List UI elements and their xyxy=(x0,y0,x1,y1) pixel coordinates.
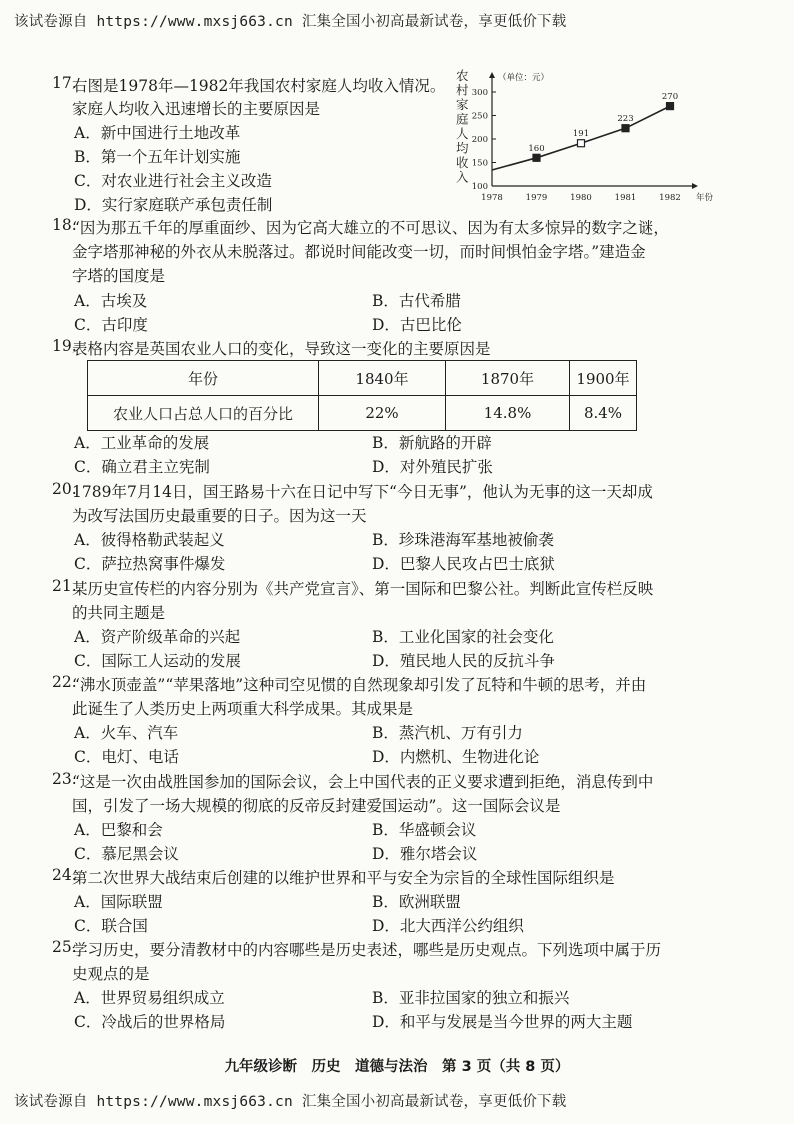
option-c[interactable]: C．对农业进行社会主义改造 xyxy=(74,172,272,190)
question-text-line: 右图是1978年—1982年我国农村家庭人均收入情况。 xyxy=(72,77,446,95)
question-text-line: 学习历史，要分清教材中的内容哪些是历史表述，哪些是历史观点。下列选项中属于历 xyxy=(72,941,662,959)
data-point xyxy=(533,154,540,161)
question-number: 25. xyxy=(52,938,77,956)
table-header-cell: 1870年 xyxy=(446,361,570,396)
option-a[interactable]: A．巴黎和会 xyxy=(74,821,163,839)
question-text-line: 某历史宣传栏的内容分别为《共产党宣言》、第一国际和巴黎公社。判断此宣传栏反映 xyxy=(72,580,654,598)
data-point xyxy=(622,125,629,132)
question-text-line: 此诞生了人类历史上两项重大科学成果。其成果是 xyxy=(72,700,414,718)
option-a[interactable]: A．世界贸易组织成立 xyxy=(74,989,225,1007)
x-tick-label: 1982 xyxy=(659,193,681,203)
data-label: 270 xyxy=(661,92,679,103)
option-c[interactable]: C．古印度 xyxy=(74,316,148,334)
question-text-line: 国，引发了一场大规模的彻底的反帝反封建爱国运动”。这一国际会议是 xyxy=(72,797,561,815)
option-d[interactable]: D．实行家庭联产承包责任制 xyxy=(74,196,273,214)
option-b[interactable]: B．第一个五年计划实施 xyxy=(74,148,241,166)
option-a[interactable]: A．新中国进行土地改革 xyxy=(74,124,241,142)
option-b[interactable]: B．欧洲联盟 xyxy=(372,893,461,911)
banner-prefix: 该试卷源自 xyxy=(14,14,88,30)
option-c[interactable]: C．慕尼黑会议 xyxy=(74,845,179,863)
option-b[interactable]: B．新航路的开辟 xyxy=(372,434,492,452)
y-axis-label-char: 农 xyxy=(456,68,469,83)
option-c[interactable]: C．冷战后的世界格局 xyxy=(74,1013,226,1031)
data-label: 160 xyxy=(528,143,545,154)
option-c[interactable]: C．联合国 xyxy=(74,917,148,935)
option-d[interactable]: D．北大西洋公约组织 xyxy=(372,917,524,935)
question-number: 24. xyxy=(52,866,77,884)
table-cell: 22% xyxy=(319,396,446,431)
option-d[interactable]: D．古巴比伦 xyxy=(372,316,462,334)
chart-title: （单位：元） xyxy=(498,73,550,83)
table-header-row xyxy=(88,361,637,396)
banner-url[interactable]: https://www.mxsj663.cn xyxy=(96,14,293,30)
x-tick-label: 1979 xyxy=(525,193,548,203)
option-d[interactable]: D．巴黎人民攻占巴士底狱 xyxy=(372,555,555,573)
table-row xyxy=(88,396,637,431)
table-header-cell: 1840年 xyxy=(319,361,446,396)
option-a[interactable]: A．工业革命的发展 xyxy=(74,434,210,452)
option-a[interactable]: A．资产阶级革命的兴起 xyxy=(74,628,241,646)
option-d[interactable]: D．殖民地人民的反抗斗争 xyxy=(372,652,555,670)
option-a[interactable]: A．彼得格勒武装起义 xyxy=(74,531,225,549)
y-axis-arrow xyxy=(489,72,495,78)
page-footer: 九年级诊断 历史 道德与法治 第 3 页（共 8 页） xyxy=(224,1059,570,1075)
table-header-cell: 年份 xyxy=(88,361,319,396)
y-axis-label-char: 人 xyxy=(456,126,469,141)
y-axis-label-char: 村 xyxy=(456,82,469,98)
question-number: 17. xyxy=(52,74,77,92)
question-text-line: 表格内容是英国农业人口的变化，导致这一变化的主要原因是 xyxy=(72,340,491,358)
table-cell: 14.8% xyxy=(446,396,570,431)
question-text-line: 金字塔那神秘的外衣从未脱落过。都说时间能改变一切，而时间惧怕金字塔。”建造金 xyxy=(72,243,646,261)
data-point xyxy=(667,103,674,110)
banner-url[interactable]: https://www.mxsj663.cn xyxy=(96,1094,293,1110)
option-a[interactable]: A．火车、汽车 xyxy=(74,724,179,742)
option-b[interactable]: B．亚非拉国家的独立和振兴 xyxy=(372,989,570,1007)
y-axis-label-char: 入 xyxy=(456,169,469,185)
y-tick-label: 150 xyxy=(471,158,488,169)
y-axis-label-char: 均 xyxy=(456,140,469,156)
banner-suffix: 汇集全国小初高最新试卷，享更低价下载 xyxy=(301,1094,567,1110)
y-axis-label-char: 庭 xyxy=(456,111,469,127)
option-b[interactable]: B．华盛顿会议 xyxy=(372,821,477,839)
y-axis-label-char: 家 xyxy=(456,97,469,112)
option-b[interactable]: B．古代希腊 xyxy=(372,292,461,310)
source-banner-top xyxy=(14,10,566,31)
question-number: 22. xyxy=(52,673,77,691)
data-point xyxy=(578,140,585,147)
table-cell: 农业人口占总人口的百分比 xyxy=(88,396,319,431)
banner-suffix: 汇集全国小初高最新试卷，享更低价下载 xyxy=(301,14,567,30)
x-tick-label: 1980 xyxy=(570,193,592,203)
question-number: 18. xyxy=(52,216,77,234)
option-d[interactable]: D．内燃机、生物进化论 xyxy=(372,748,540,766)
question-text-line: 为改写法国历史最重要的日子。因为这一天 xyxy=(72,507,367,525)
option-b[interactable]: B．蒸汽机、万有引力 xyxy=(372,724,523,742)
question-text-line: 的共同主题是 xyxy=(72,604,166,622)
option-d[interactable]: D．雅尔塔会议 xyxy=(372,845,478,863)
y-tick-label: 300 xyxy=(471,88,488,98)
question-text-line: “沸水顶壶盖”“苹果落地”这种司空见惯的自然现象却引发了瓦特和牛顿的思考，并由 xyxy=(72,676,647,694)
option-b[interactable]: B．工业化国家的社会变化 xyxy=(372,628,554,646)
option-c[interactable]: C．确立君主立宪制 xyxy=(74,458,210,476)
data-label: 191 xyxy=(572,129,590,140)
y-tick-label: 250 xyxy=(471,111,488,122)
x-axis-label: 年份 xyxy=(696,193,714,203)
option-a[interactable]: A．国际联盟 xyxy=(74,893,163,911)
source-banner-bottom xyxy=(14,1090,566,1111)
y-tick-label: 100 xyxy=(471,182,488,192)
question-text-line: 第二次世界大战结束后创建的以维护世界和平与安全为宗旨的全球性国际组织是 xyxy=(72,869,615,887)
table-header-cell: 1900年 xyxy=(570,361,637,396)
question-number: 20. xyxy=(52,480,77,498)
banner-prefix: 该试卷源自 xyxy=(14,1094,88,1110)
question-number: 23. xyxy=(52,770,77,788)
option-c[interactable]: C．国际工人运动的发展 xyxy=(74,652,241,670)
option-b[interactable]: B．珍珠港海军基地被偷袭 xyxy=(372,531,554,549)
question-text-line: “因为那五千年的厚重面纱、因为它高大雄立的不可思议、因为有太多惊异的数字之谜， xyxy=(72,219,669,237)
x-tick-label: 1981 xyxy=(614,193,637,203)
option-a[interactable]: A．古埃及 xyxy=(74,292,148,310)
y-tick-label: 200 xyxy=(471,135,488,145)
question-text-line: 家庭人均收入迅速增长的主要原因是 xyxy=(72,100,321,118)
question-text-line: “这是一次由战胜国参加的国际会议，会上中国代表的正义要求遭到拒绝，消息传到中 xyxy=(72,773,654,791)
option-d[interactable]: D．对外殖民扩张 xyxy=(372,458,493,476)
question-text-line: 史观点的是 xyxy=(72,965,150,983)
agri-population-table xyxy=(87,360,637,431)
x-axis-arrow xyxy=(692,183,698,189)
x-tick-label: 1978 xyxy=(481,193,503,203)
table-cell: 8.4% xyxy=(570,396,637,431)
option-c[interactable]: C．萨拉热窝事件爆发 xyxy=(74,555,226,573)
option-d[interactable]: D．和平与发展是当今世界的两大主题 xyxy=(372,1013,633,1031)
y-axis-label-char: 收 xyxy=(456,155,469,170)
data-label: 223 xyxy=(617,114,634,125)
question-text-line: 1789年7月14日，国王路易十六在日记中写下“今日无事”，他认为无事的这一天却成 xyxy=(72,483,653,501)
question-number: 21. xyxy=(52,577,77,595)
income-line-chart xyxy=(452,66,722,212)
question-number: 19. xyxy=(52,337,77,355)
option-c[interactable]: C．电灯、电话 xyxy=(74,748,179,766)
question-text-line: 字塔的国度是 xyxy=(72,267,166,285)
